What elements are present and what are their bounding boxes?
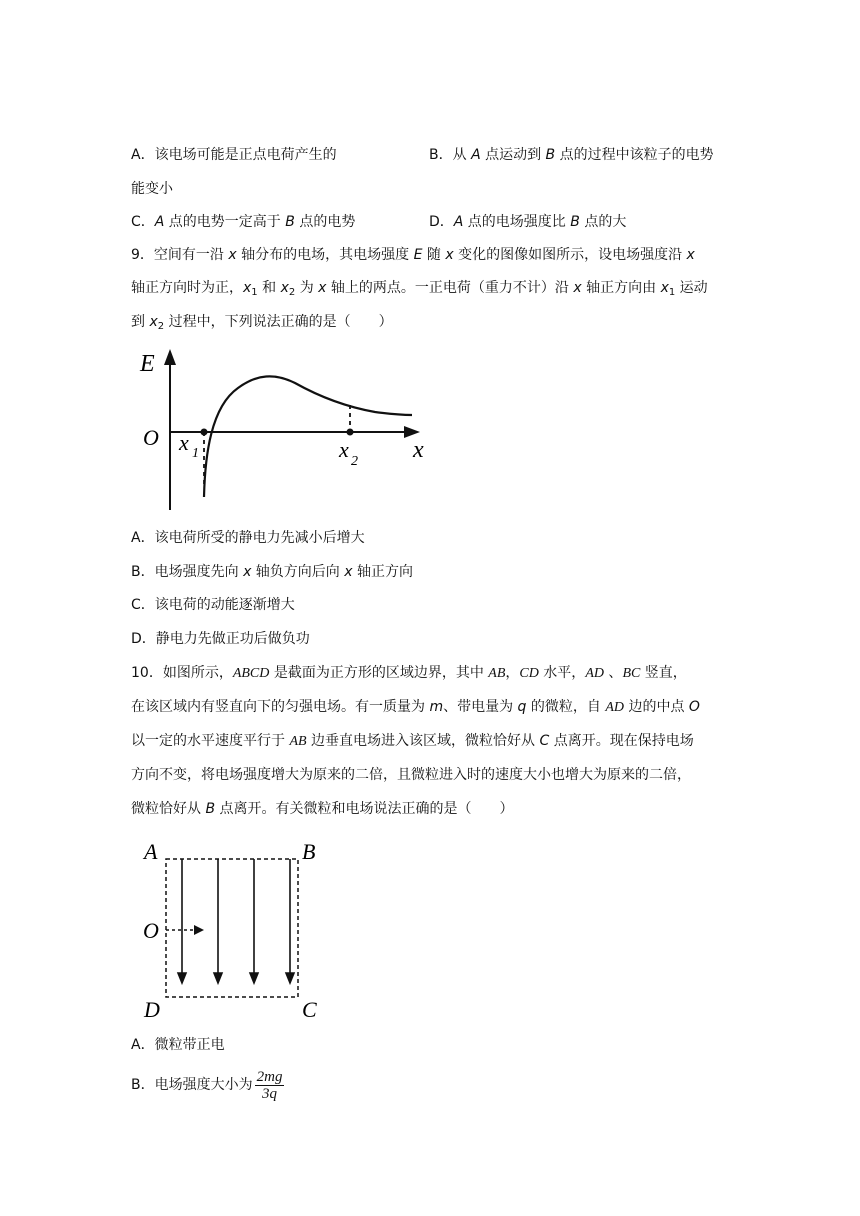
corner-label-c: C [302, 997, 317, 1022]
q8-option-c: C．A 点的电势一定高于 B 点的电势 [131, 214, 356, 230]
x2-subscript: 2 [351, 454, 358, 469]
y-axis-label: E [140, 351, 155, 377]
q8-option-b-continuation: 能变小 [131, 181, 173, 197]
corner-label-b: B [302, 839, 316, 864]
q9-option-c: C．该电荷的动能逐渐增大 [131, 597, 295, 613]
q9-option-a: A．该电荷所受的静电力先减小后增大 [131, 530, 365, 546]
x-axis-label: x [413, 437, 424, 463]
q10-stem-line4: 方向不变，将电场强度增大为原来的二倍，且微粒进入时的速度大小也增大为原来的二倍， [131, 767, 691, 783]
q10-stem-line1: 10．如图所示，ABCD 是截面为正方形的区域边界，其中 AB，CD 水平，AD 、BC 竖直， [131, 665, 687, 681]
corner-label-a: A [144, 839, 158, 864]
q9-stem-line1: 9．空间有一沿 x 轴分布的电场，其电场强度 E 随 x 变化的图像如图所示，设电场强度沿 x [131, 247, 695, 263]
q9-option-b: B．电场强度先向 x 轴负方向后向 x 轴正方向 [131, 564, 414, 580]
q8-option-d: D．A 点的电场强度比 B 点的大 [429, 214, 627, 230]
corner-label-d: D [144, 997, 160, 1022]
field-lines [178, 859, 294, 983]
q10-stem-line3: 以一定的水平速度平行于 AB 边垂直电场进入该区域，微粒恰好从 C 点离开。现在保持电场 [131, 733, 694, 749]
q10-stem-line5: 微粒恰好从 B 点离开。有关微粒和电场说法正确的是（ ） [131, 801, 514, 817]
x2-label: x [339, 437, 349, 462]
y-axis-arrow [164, 349, 176, 365]
q10-option-a: A．微粒带正电 [131, 1037, 225, 1053]
x1-label: x [179, 430, 189, 455]
q10-stem-line2: 在该区域内有竖直向下的匀强电场。有一质量为 m、带电量为 q 的微粒，自 AD 边的中点 O [131, 699, 700, 715]
x2-point [347, 429, 354, 436]
q9-stem-line3: 到 $x_2$ 过程中，下列说法正确的是（ ） [131, 314, 393, 332]
velocity-arrow-head [194, 925, 204, 935]
x1-point [201, 429, 208, 436]
point-label-o: O [143, 918, 159, 943]
square-region-boundary [166, 859, 298, 997]
q9-option-d: D．静电力先做正功后做负功 [131, 631, 310, 647]
q8-option-a: A．该电场可能是正点电荷产生的 [131, 147, 337, 163]
x1-subscript: 1 [192, 446, 199, 461]
e-field-curve [204, 376, 412, 497]
q8-option-b: B．从 A 点运动到 B 点的过程中该粒子的电势 [429, 147, 714, 163]
q10-option-b: B．电场强度大小为 $\frac{2mg}{3q}$ [131, 1068, 283, 1102]
q9-e-x-graph [135, 345, 435, 515]
q10-field-diagram [140, 835, 330, 1025]
origin-label: O [143, 425, 159, 450]
q9-stem-line2: 轴正方向时为正，$x_1$ 和 $x_2$ 为 x 轴上的两点。一正电荷（重力不计）沿 x 轴正方向由 $x_1$ 运动 [131, 280, 708, 298]
fraction: $\frac{2mg}{3q}$ [256, 1068, 283, 1102]
